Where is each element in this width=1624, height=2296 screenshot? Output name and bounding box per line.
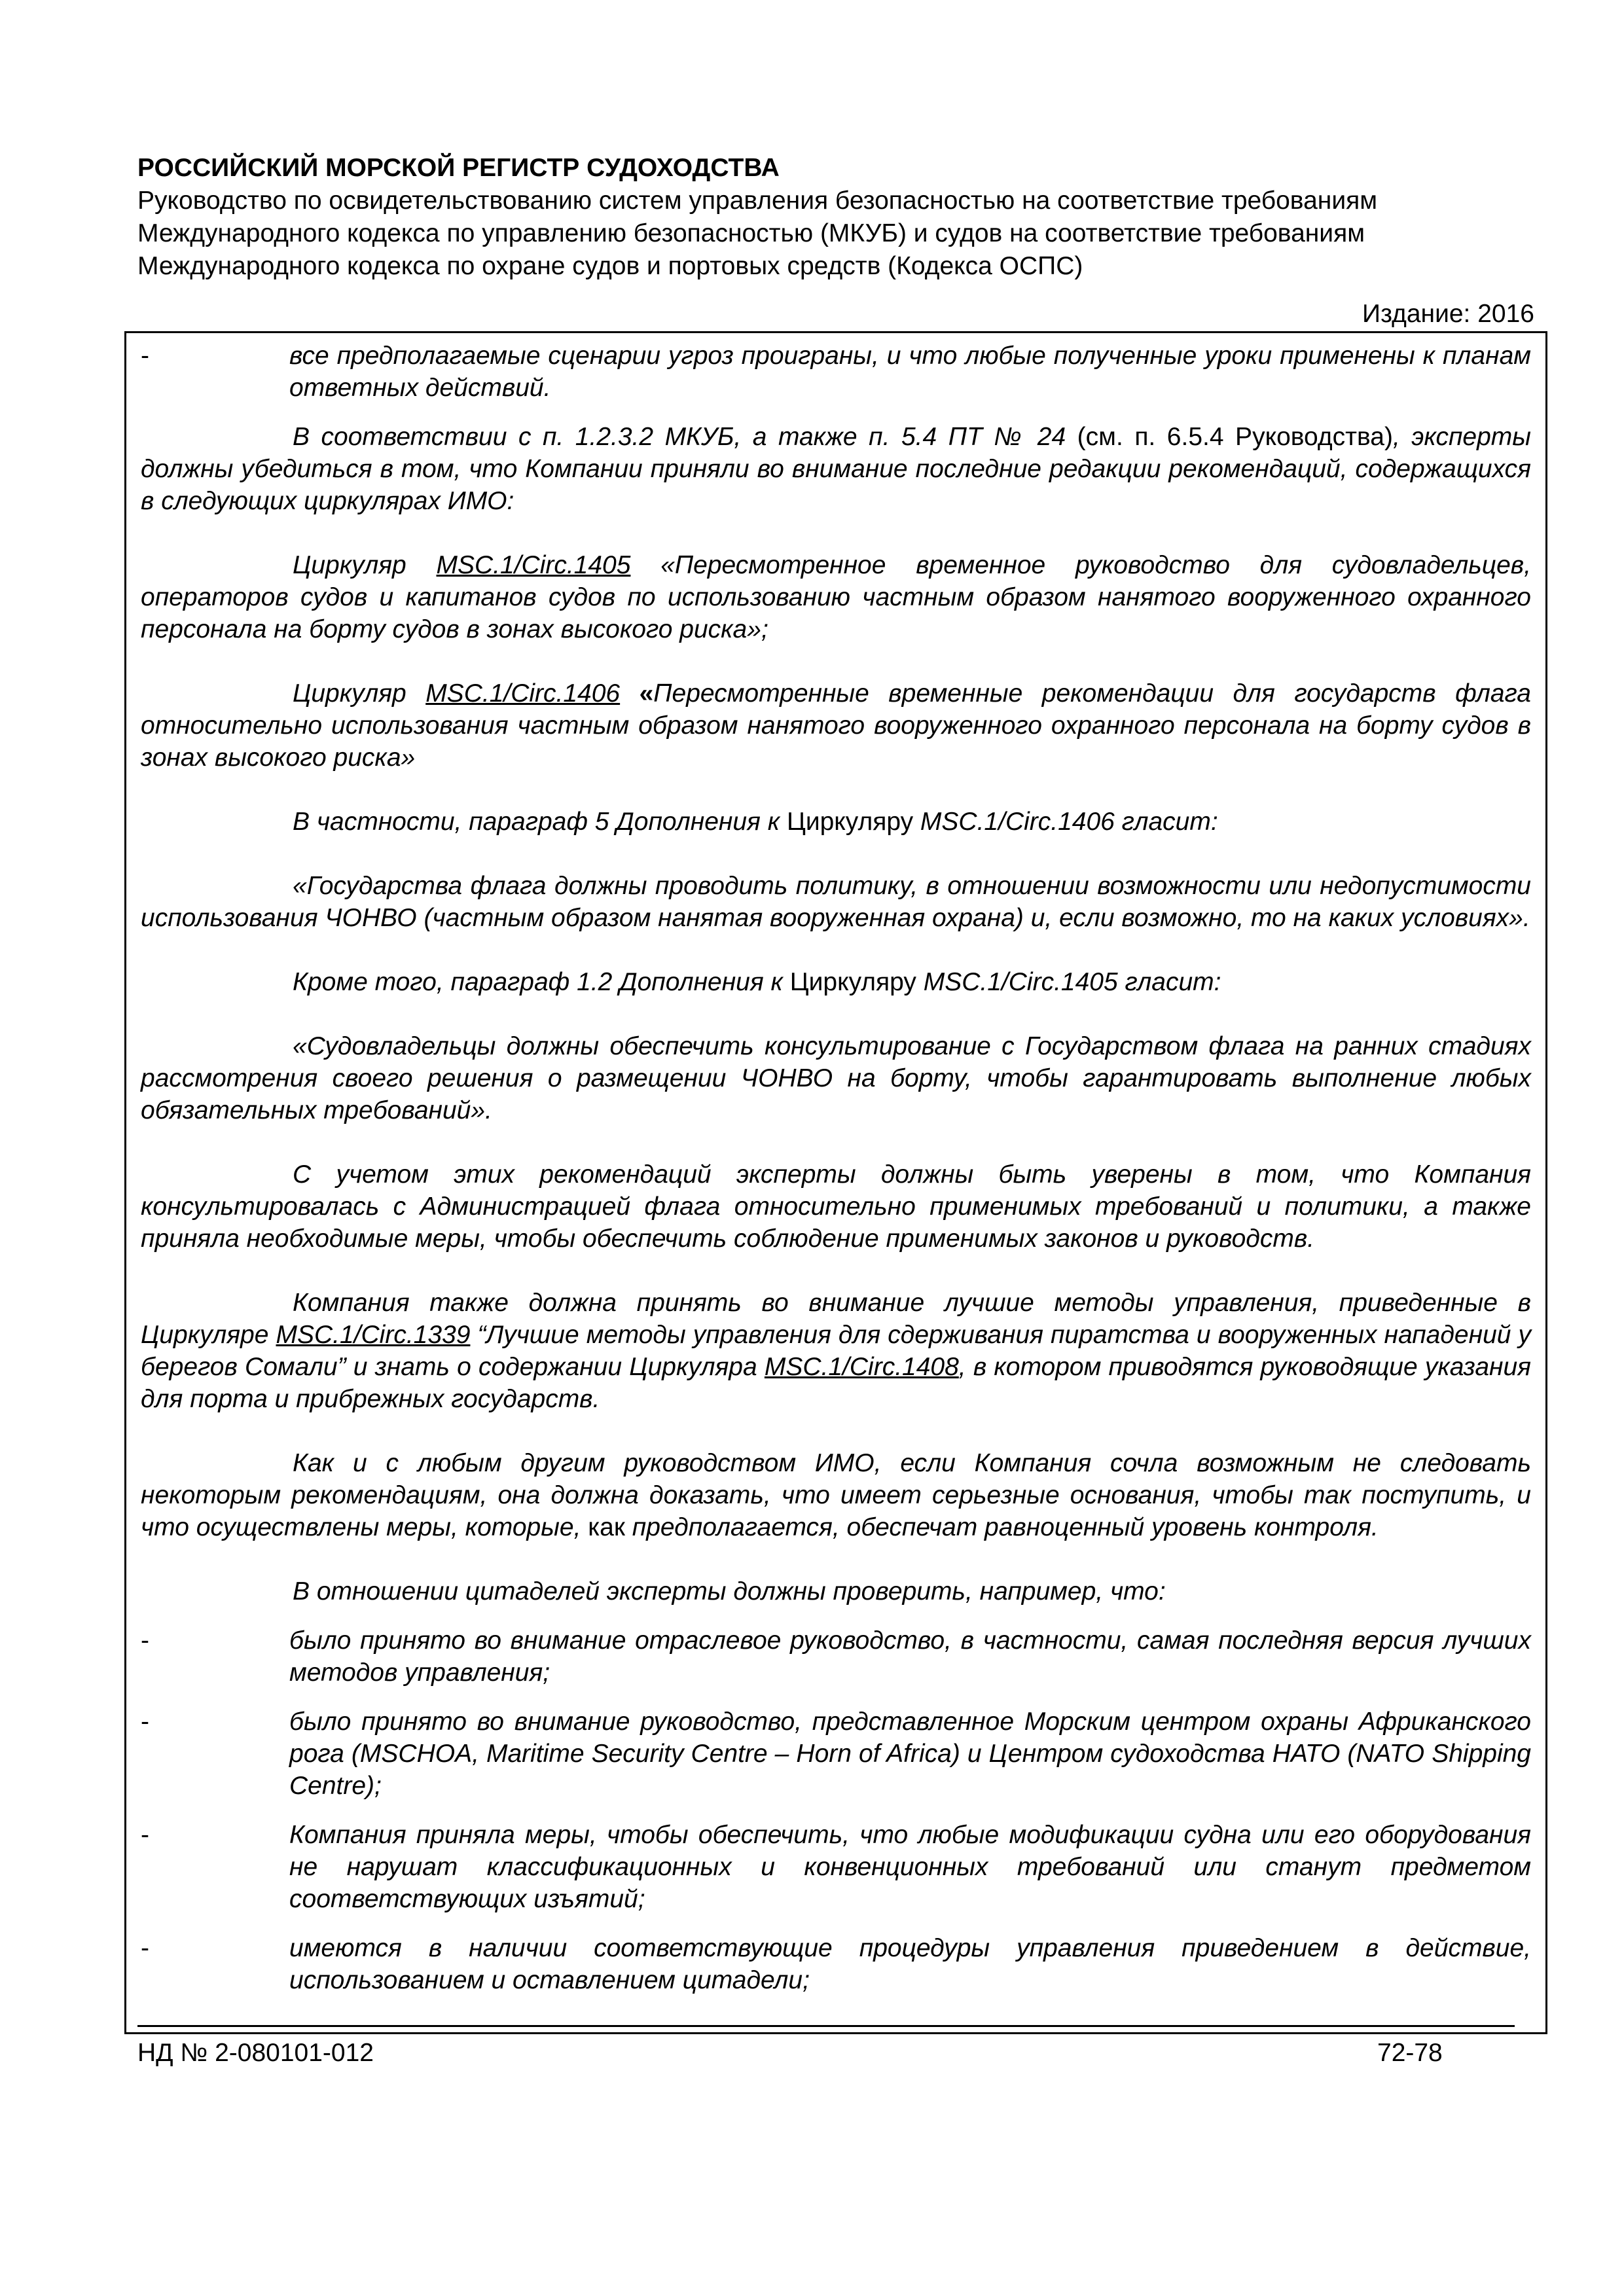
circular-link-1406[interactable]: MSC.1/Circ.1406 <box>425 679 621 708</box>
paragraph-text: В частности, параграф 5 Дополнения к <box>293 808 787 836</box>
paragraph-text: Циркуляру <box>789 968 916 996</box>
paragraph-circ-1406 <box>141 677 1531 774</box>
paragraph-text: как <box>588 1513 625 1541</box>
edition-label: Издание: 2016 <box>1362 300 1534 328</box>
paragraph-text: Кроме того, параграф 1.2 Дополнения к <box>293 968 790 996</box>
paragraph-text: MSC.1/Circ.1405 гласит: <box>916 968 1221 996</box>
list-item <box>141 1706 1531 1802</box>
list-item-text: все предполагаемые сценарии угроз проиграны, и что любые полученные уроки применены к планам ответных действий. <box>289 342 1531 402</box>
list-dash: - <box>141 1626 149 1655</box>
list-dash: - <box>141 342 149 370</box>
circular-link-1405[interactable]: MSC.1/Circ.1405 <box>436 551 631 579</box>
paragraph-text: «Пересмотренное временное руководство для судовладельцев, операторов судов и капитанов судов по использованию частным образом нанятого вооруженного охранного персонала на борту судов в зонах высокого риска»; <box>141 551 1531 643</box>
list-item <box>141 1819 1531 1915</box>
paragraph-mkub-reference <box>141 421 1531 517</box>
circular-link-1408[interactable]: MSC.1/Circ.1408 <box>764 1353 959 1381</box>
quote-flag-states: «Государства флага должны проводить политику, в отношении возможности или недопустимости использования ЧОНВО (частным образом нанятая вооруженная охрана) и, если возможно, то на каких условиях». <box>141 872 1531 932</box>
guide-reference: (см. п. 6.5.4 Руководства) <box>1077 423 1393 451</box>
paragraph-text: Циркуляру <box>786 808 914 836</box>
document-number: НД № 2-080101-012 <box>137 2039 374 2067</box>
circular-link-1339[interactable]: MSC.1/Circ.1339 <box>276 1321 471 1349</box>
paragraph-circ-1405 <box>141 549 1531 645</box>
paragraph-text: Пересмотренные временные рекомендации для государств флага относительно использования частным образом нанятого вооруженного охранного персонала на борту судов в зонах высокого риска» <box>141 679 1531 772</box>
paragraph-section-1-2 <box>141 966 1531 998</box>
subtitle-line-1: Руководство по освидетельствованию систем управления безопасностью на соответствие требованиям <box>137 187 1378 215</box>
paragraph-recommendations: С учетом этих рекомендаций эксперты должны быть уверены в том, что Компания консультировалась с Администрацией флага относительно применимых требований и политики, а также приняла необходимые меры, чтобы обеспечить соблюдение применимых законов и руководств. <box>141 1160 1531 1253</box>
list-dash: - <box>141 1708 149 1736</box>
paragraph-text: “Лучшие методы управления для сдерживания пиратства и вооруженных нападений у берегов Сомали” и знать о содержании Циркуляра <box>141 1321 1531 1381</box>
list-item-text: было принято во внимание отраслевое руководство, в частности, самая последняя версия лучших методов управления; <box>289 1626 1531 1687</box>
paragraph-text: Компания также должна принять во внимание лучшие методы управления, приведенные в Циркуляре <box>141 1289 1531 1349</box>
list-item-text: было принято во внимание руководство, представленное Морским центром охраны Африканского рога (MSCHOA, Maritime Security Centre – Horn of Africa) и Центром судоходства НАТО (NATO Shipping Centre); <box>289 1708 1531 1800</box>
list-item <box>141 340 1531 404</box>
paragraph-section-5 <box>141 806 1531 838</box>
paragraph-citadels: В отношении цитаделей эксперты должны проверить, например, что: <box>293 1577 1166 1605</box>
page-number: 72-78 <box>1377 2039 1443 2067</box>
list-item-text: имеются в наличии соответствующие процедуры управления приведением в действие, использованием и оставлением цитадели; <box>289 1934 1531 1994</box>
list-item <box>141 1932 1531 1996</box>
content-frame <box>124 331 1547 2034</box>
subtitle-line-3: Международного кодекса по охране судов и портовых средств (Кодекса ОСПС) <box>137 252 1083 280</box>
list-dash: - <box>141 1821 149 1849</box>
paragraph-best-practices <box>141 1287 1531 1415</box>
list-dash: - <box>141 1934 149 1962</box>
paragraph-text: В соответствии с п. 1.2.3.2 МКУБ, а также п. 5.4 ПТ № 24 <box>293 423 1077 451</box>
paragraph-text: Циркуляр <box>293 551 437 579</box>
paragraph-text: , в котором приводятся руководящие указания для порта и прибрежных государств. <box>141 1353 1531 1413</box>
quote-mark: « <box>620 679 654 708</box>
paragraph-text: Циркуляр <box>293 679 426 708</box>
list-item <box>141 1624 1531 1689</box>
page-header <box>137 152 1545 283</box>
quote-shipowners: «Судовладельцы должны обеспечить консультирование с Государством флага на ранних стадиях рассмотрения своего решения о размещении ЧОНВО на борту, чтобы гарантировать выполнение любых обязательных требований». <box>141 1032 1531 1124</box>
content-body <box>126 333 1545 1996</box>
footer-divider <box>137 2025 1515 2027</box>
organization-title: РОССИЙСКИЙ МОРСКОЙ РЕГИСТР СУДОХОДСТВА <box>137 154 780 182</box>
paragraph-text: предполагается, обеспечат равноценный уровень контроля. <box>624 1513 1379 1541</box>
list-item-text: Компания приняла меры, чтобы обеспечить, что любые модификации судна или его оборудования не нарушат классификационных и конвенционных требований или станут предметом соответствующих изъятий; <box>289 1821 1531 1913</box>
paragraph-text: Как и с любым другим руководством ИМО, если Компания сочла возможным не следовать некоторым рекомендациям, она должна доказать, что имеет серьезные основания, чтобы так поступить, и что осуществлены меры, которые, <box>141 1449 1531 1541</box>
paragraph-imo-guidance <box>141 1447 1531 1543</box>
subtitle-line-2: Международного кодекса по управлению безопасностью (МКУБ) и судов на соответствие требованиям <box>137 219 1365 247</box>
paragraph-text: MSC.1/Circ.1406 гласит: <box>913 808 1218 836</box>
paragraph-text: , эксперты должны убедиться в том, что Компании приняли во внимание последние редакции рекомендаций, содержащихся в следующих циркулярах ИМО: <box>141 423 1531 515</box>
